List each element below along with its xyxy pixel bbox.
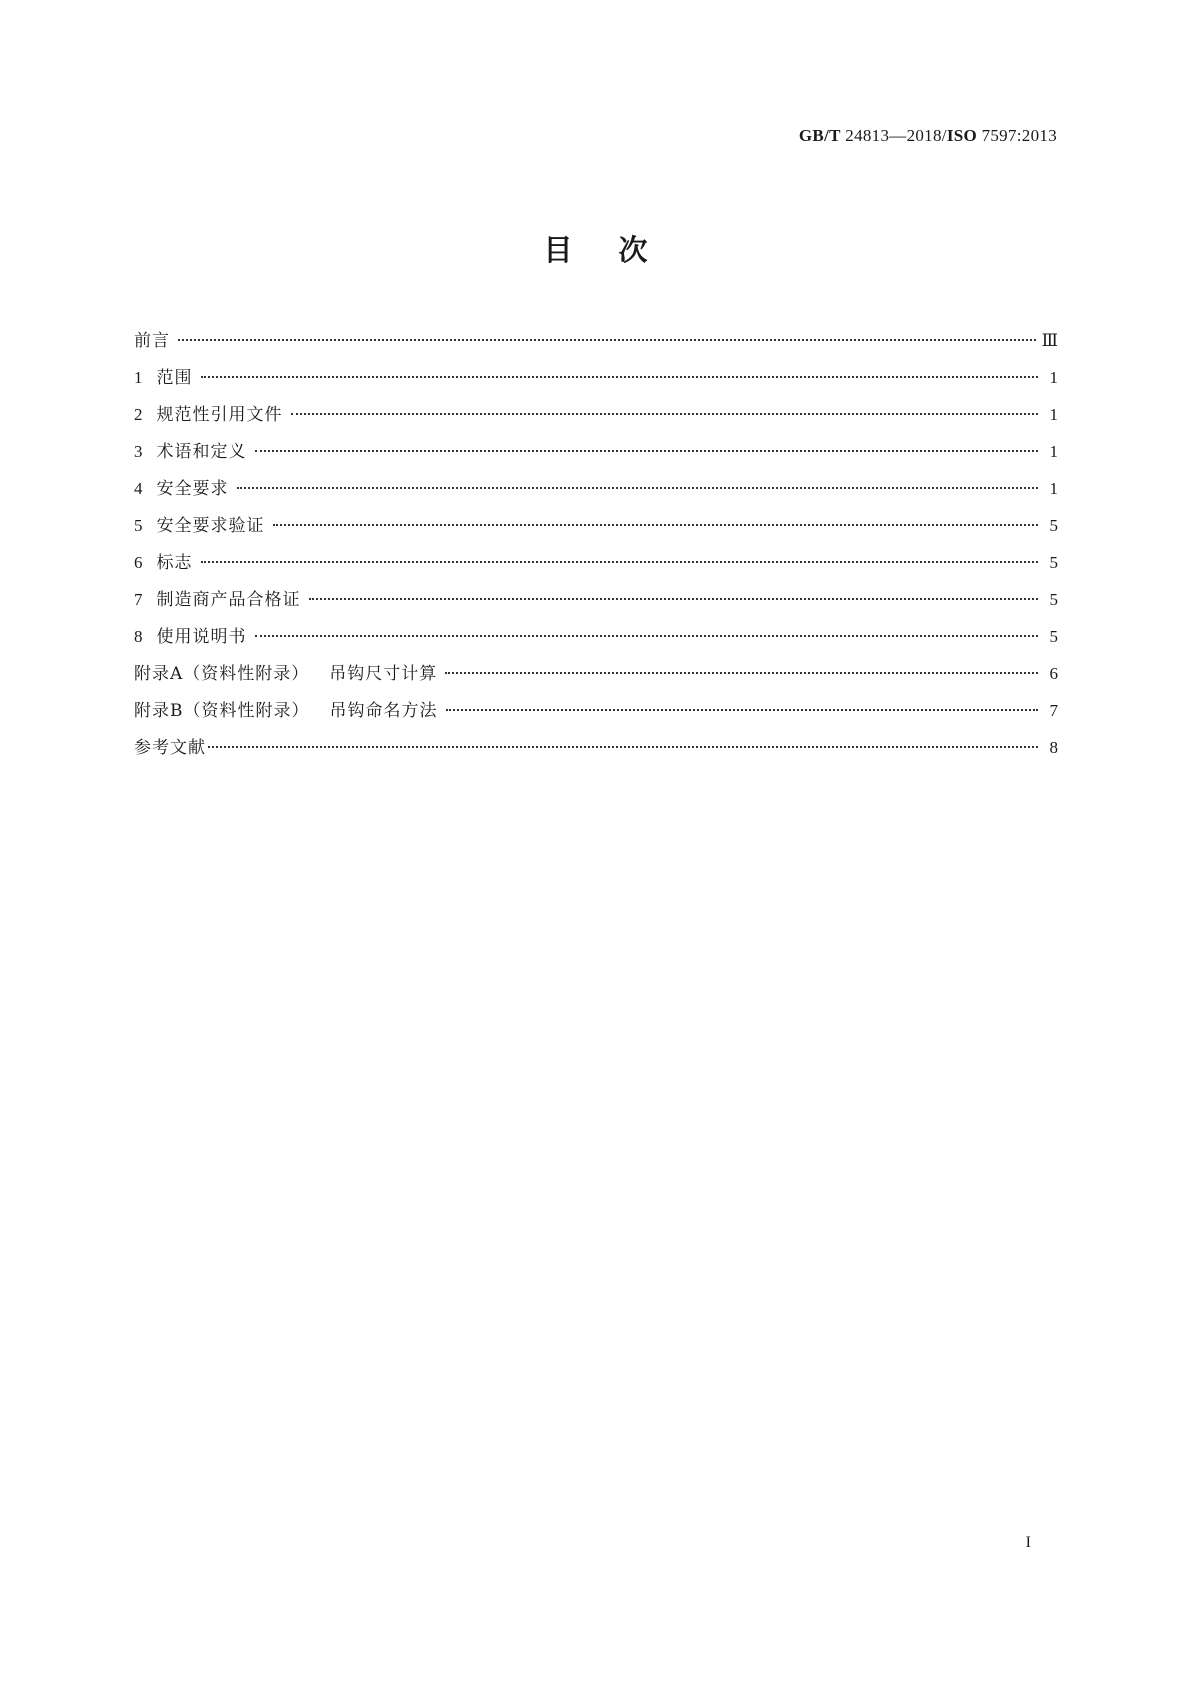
toc-entry-number: 8 (134, 627, 143, 646)
toc-entry-number: 4 (134, 479, 143, 498)
toc-entry-safety-requirements[interactable] (134, 474, 1058, 511)
toc-leader-dots (208, 746, 1038, 748)
toc-entry-page: 1 (1049, 368, 1058, 387)
annex-title: 吊钩命名方法 (329, 701, 438, 721)
toc-entry-label: 规范性引用文件 (156, 405, 283, 425)
toc-entry-number: 6 (134, 553, 143, 572)
toc-entry-number: 2 (134, 405, 143, 424)
toc-entry-label: 术语和定义 (156, 442, 247, 462)
toc-entry-page: 8 (1049, 738, 1058, 757)
toc-leader-dots (201, 376, 1039, 378)
toc-entry-page: 6 (1049, 664, 1058, 683)
standard-number: 24813—2018/ (840, 126, 947, 145)
toc-entry-annex-a[interactable] (134, 659, 1058, 696)
toc-entry-page: 7 (1049, 701, 1058, 720)
toc-entry-scope[interactable] (134, 363, 1058, 400)
page-number: I (1025, 1534, 1031, 1551)
toc-entry-number: 1 (134, 368, 143, 387)
toc-leader-dots (237, 487, 1039, 489)
toc-entry-page: 5 (1049, 590, 1058, 609)
toc-entry-page: 1 (1049, 442, 1058, 461)
toc-entry-instructions[interactable] (134, 622, 1058, 659)
toc-entry-page: 1 (1049, 405, 1058, 424)
toc-entry-page: 5 (1049, 627, 1058, 646)
standard-header (799, 126, 1057, 146)
toc-leader-dots (255, 635, 1039, 637)
toc-entry-page: Ⅲ (1041, 331, 1058, 350)
toc-entry-certificate[interactable] (134, 585, 1058, 622)
toc-leader-dots (445, 672, 1038, 674)
toc-entry-label: 参考文献 (134, 738, 206, 758)
toc-entry-foreword[interactable] (134, 326, 1058, 363)
toc-entry-number: 3 (134, 442, 143, 461)
toc-leader-dots (309, 598, 1039, 600)
toc-entry-page: 5 (1049, 553, 1058, 572)
standard-prefix: GB/T (798, 126, 841, 145)
toc-entry-number: 7 (134, 590, 143, 609)
toc-entry-label: 前言 (134, 331, 170, 351)
table-of-contents (134, 326, 1058, 770)
annex-title: 吊钩尺寸计算 (329, 664, 438, 684)
page-title: 目次 (543, 233, 694, 267)
toc-entry-label: 制造商产品合格证 (156, 590, 301, 610)
iso-prefix: ISO (946, 126, 978, 145)
toc-leader-dots (201, 561, 1039, 563)
toc-entry-label (134, 659, 437, 684)
toc-entry-label: 使用说明书 (156, 627, 247, 647)
iso-number: 7597:2013 (977, 126, 1057, 145)
toc-entry-label: 安全要求 (156, 479, 229, 499)
toc-entry-page: 5 (1049, 516, 1058, 535)
toc-entry-number: 5 (134, 516, 143, 535)
toc-entry-verification[interactable] (134, 511, 1058, 548)
toc-entry-page: 1 (1049, 479, 1058, 498)
toc-entry-label: 范围 (156, 368, 193, 388)
toc-leader-dots (273, 524, 1039, 526)
toc-leader-dots (291, 413, 1039, 415)
toc-leader-dots (446, 709, 1039, 711)
toc-entry-normative-references[interactable] (134, 400, 1058, 437)
toc-entry-terms-definitions[interactable] (134, 437, 1058, 474)
toc-leader-dots (178, 339, 1036, 341)
annex-label: 附录B（资料性附录） (134, 701, 310, 721)
toc-entry-bibliography[interactable] (134, 733, 1058, 770)
annex-label: 附录A（资料性附录） (134, 664, 310, 684)
toc-entry-marking[interactable] (134, 548, 1058, 585)
toc-entry-label: 标志 (156, 553, 193, 573)
toc-entry-label: 安全要求验证 (156, 516, 265, 536)
toc-leader-dots (255, 450, 1039, 452)
toc-entry-label (134, 696, 438, 721)
toc-entry-annex-b[interactable] (134, 696, 1058, 733)
